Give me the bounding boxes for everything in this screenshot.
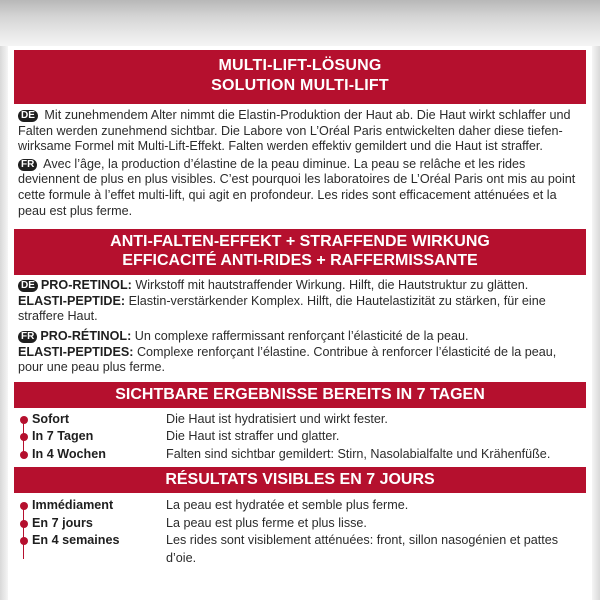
actives-de	[14, 278, 586, 325]
banner-anti-wrinkle-fr: EFFICACITÉ ANTI-RIDES + RAFFERMISSANTE	[122, 252, 478, 270]
bullet-dot-icon	[18, 532, 32, 550]
active-term: ELASTI-PEPTIDE:	[18, 293, 126, 308]
actives-fr	[14, 329, 586, 376]
text-panel	[14, 50, 586, 600]
result-desc: Les rides sont visiblement atténuées: front, sillon nasogénien et pattes d’oie.	[166, 533, 559, 565]
banner-anti-wrinkle	[14, 229, 586, 275]
intro-de	[14, 108, 586, 155]
box-right-edge	[592, 46, 600, 600]
active-text: Elastin-verstärkender Komplex. Hilft, die Hautelastizität zu stärken, für eine straffere Haut.	[18, 293, 546, 324]
banner-results-fr: RÉSULTATS VISIBLES EN 7 JOURS	[14, 467, 586, 493]
banner-results-de: SICHTBARE ERGEBNISSE BEREITS IN 7 TAGEN	[14, 382, 586, 408]
banner-anti-wrinkle-de: ANTI-FALTEN-EFFEKT + STRAFFENDE WIRKUNG	[110, 233, 490, 251]
intro-fr-text: Avec l’âge, la production d’élastine de la peau diminue. La peau se relâche et les rides deviennent de plus en plus visibles. C’est pourquoi les laboratoires de L’Oréal Paris ont mis au point cette formule à l’effet multi-lift, qui agit en profondeur. Les rides sont efficacement atténuées et la peau est plus ferme.	[18, 156, 576, 218]
result-term: In 4 Wochen	[32, 446, 106, 461]
result-term: En 7 jours	[32, 515, 93, 530]
results-list-fr	[14, 497, 586, 567]
list-item	[18, 532, 582, 567]
result-desc: Falten sind sichtbar gemildert: Stirn, Nasolabialfalte und Krähenfüße.	[166, 446, 551, 461]
result-term: Immédiament	[32, 498, 114, 513]
list-item	[18, 411, 582, 429]
lang-badge-fr: FR	[18, 159, 37, 171]
result-desc: La peau est hydratée et semble plus ferme.	[166, 498, 409, 513]
lang-badge-fr: FR	[18, 331, 37, 343]
active-term: PRO-RETINOL:	[40, 278, 132, 293]
bullet-dot-icon	[18, 515, 32, 533]
list-item	[18, 515, 582, 533]
banner-multi-lift-de: MULTI-LIFT-LÖSUNG	[218, 57, 382, 74]
bullet-dot-icon	[18, 497, 32, 515]
bullet-dot-icon	[18, 428, 32, 446]
lang-badge-de: DE	[18, 110, 38, 122]
list-item	[18, 428, 582, 446]
list-item	[18, 497, 582, 515]
active-text: Wirkstoff mit hautstraffender Wirkung. Hilft, die Hautstruktur zu glätten.	[135, 278, 529, 293]
result-term: En 4 semaines	[32, 533, 120, 548]
result-desc: Die Haut ist hydratisiert und wirkt fester.	[166, 411, 388, 426]
banner-multi-lift	[14, 50, 586, 104]
banner-multi-lift-fr: SOLUTION MULTI-LIFT	[211, 77, 389, 94]
result-desc: La peau est plus ferme et plus lisse.	[166, 515, 367, 530]
active-term: ELASTI-PEPTIDES:	[18, 344, 134, 359]
lang-badge-de: DE	[18, 280, 38, 292]
box-top-edge	[0, 0, 600, 46]
intro-de-text: Mit zunehmendem Alter nimmt die Elastin-Produktion der Haut ab. Die Haut wirkt schlaffer und Falten werden zunehmend sichtbar. Die Labore von L’Oréal Paris entwickelten daher diese tiefen-wirksame Formel mit Multi-Lift-Effekt. Falten werden effektiv gemildert und die Haut ist straffer.	[18, 108, 571, 154]
result-term: In 7 Tagen	[32, 429, 94, 444]
bullet-dot-icon	[18, 411, 32, 429]
list-item	[18, 446, 582, 464]
intro-fr	[14, 157, 586, 219]
bullet-dot-icon	[18, 446, 32, 464]
result-desc: Die Haut ist straffer und glatter.	[166, 429, 340, 444]
result-term: Sofort	[32, 411, 70, 426]
active-text: Complexe renforçant l’élastine. Contribue à renforcer l’élasticité de la peau, pour une peau plus ferme.	[18, 344, 557, 375]
box-left-edge	[0, 46, 8, 600]
results-list-de	[14, 411, 586, 464]
active-term: PRO-RÉTINOL:	[40, 328, 132, 343]
active-text: Un complexe raffermissant renforçant l’élasticité de la peau.	[134, 328, 469, 343]
